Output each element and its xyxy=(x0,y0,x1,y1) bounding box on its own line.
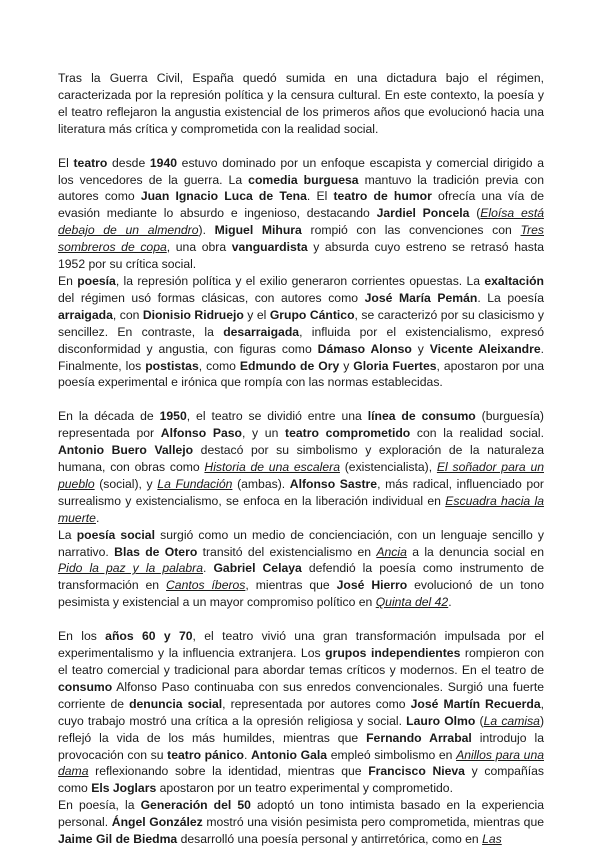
paragraph-poetry-1940 xyxy=(58,273,544,391)
bold-term: Vicente Aleixandre xyxy=(429,341,541,356)
paragraph-spacer xyxy=(58,391,544,408)
bold-term: Alfonso Sastre xyxy=(289,476,378,491)
text-run: y xyxy=(411,341,430,356)
paragraph-theatre-1950 xyxy=(58,408,544,526)
text-run: rompió con las convenciones con xyxy=(301,223,521,238)
work-title: Eloísa está debajo de un almendro xyxy=(58,206,544,238)
bold-term: 1940 xyxy=(149,155,178,170)
bold-term: Juan Ignacio Luca de Tena xyxy=(140,189,307,204)
text-run: , apostaron por una poesía experimental e irónica que rompía con las normas establecidas. xyxy=(58,358,544,390)
bold-term: años 60 y 70 xyxy=(105,629,193,644)
text-run: . xyxy=(203,561,214,576)
work-title: Escuadra hacia la muerte xyxy=(58,493,544,525)
text-run: reflexionando sobre la identidad, mientras que xyxy=(88,764,369,779)
text-run: , el teatro se dividió entre una xyxy=(186,409,368,424)
text-run: Alfonso Paso continuaba con sus enredos convencionales. Surgió una fuerte corriente de xyxy=(58,679,544,711)
bold-term: teatro xyxy=(73,155,108,170)
text-run: ( xyxy=(475,713,484,728)
bold-term: línea de consumo xyxy=(367,409,476,424)
bold-term: Generación del 50 xyxy=(140,798,251,813)
text-run: (existencialista), xyxy=(339,460,437,475)
work-title: Pido la paz y la palabra xyxy=(58,561,204,576)
work-title: El soñador para un pueblo xyxy=(58,460,544,491)
bold-term: Dámaso Alonso xyxy=(317,341,412,356)
work-title: Tres sombreros de copa xyxy=(58,223,544,255)
text-run: (ambas). xyxy=(232,476,290,491)
bold-term: desarraigada xyxy=(223,324,300,339)
text-run: En poesía, la xyxy=(58,798,141,813)
text-run: estuvo dominado por un enfoque escapista y comercial dirigido a los vencedores de la guerra. La xyxy=(58,155,544,187)
text-run: desarrolló una poesía personal y antirretórica, como en xyxy=(177,832,483,847)
bold-term: arraigada xyxy=(58,307,113,322)
work-title: La camisa xyxy=(483,713,540,728)
paragraph-spacer xyxy=(58,611,544,628)
bold-term: Jaime Gil de Biedma xyxy=(58,832,178,847)
bold-term: Jardiel Poncela xyxy=(376,206,470,221)
paragraph-postwar-intro xyxy=(58,70,544,138)
text-run: mostró una visión pesimista pero comprometida, mientras que xyxy=(202,815,544,830)
bold-term: exaltación xyxy=(484,273,544,288)
bold-term: Edmundo de Ory xyxy=(239,358,340,373)
bold-term: teatro pánico xyxy=(167,747,244,762)
text-run: . La poesía xyxy=(477,290,545,305)
work-title: Anillos para una dama xyxy=(58,747,544,779)
bold-term: Antonio Gala xyxy=(250,747,328,762)
text-run: transitó del existencialismo en xyxy=(197,544,377,559)
bold-term: poesía social xyxy=(76,527,155,542)
bold-term: Dionisio Ridruejo xyxy=(142,307,244,322)
text-run: . xyxy=(448,595,452,610)
bold-term: poesía xyxy=(77,273,116,288)
bold-term: Els Joglars xyxy=(91,781,157,796)
text-run: destacó por su simbolismo y exploración de la naturaleza humana, con obras como xyxy=(58,443,544,475)
text-run: En xyxy=(58,273,78,288)
bold-term: Ángel González xyxy=(111,815,203,830)
text-run: y el xyxy=(243,307,270,322)
text-run: con la realidad social. xyxy=(410,426,544,441)
bold-term: Grupo Cántico xyxy=(269,307,355,322)
text-run: adoptó un tono intimista basado en la experiencia personal. xyxy=(58,798,544,830)
bold-term: Lauro Olmo xyxy=(406,713,476,728)
text-run: del régimen usó formas clásicas, con autores como xyxy=(58,290,365,305)
work-title: Quinta del 42 xyxy=(375,595,449,610)
text-run: y compañías como xyxy=(58,764,545,796)
text-run: ofrecía una vía de evasión mediante lo absurdo e ingenioso, destacando xyxy=(58,189,544,221)
text-run: (burguesía) representada por xyxy=(58,409,544,441)
bold-term: Fernando Arrabal xyxy=(366,730,472,745)
text-run: , se caracterizó por su clasicismo y sencillez. En contraste, la xyxy=(58,307,544,339)
bold-term: Gabriel Celaya xyxy=(213,561,302,576)
text-run: , cuyo trabajo mostró una crítica a la opresión religiosa y social. xyxy=(58,696,544,728)
work-title: Historia de una escalera xyxy=(204,460,340,475)
bold-term: Miguel Mihura xyxy=(214,223,302,238)
work-title: La Fundación xyxy=(157,476,233,491)
text-run: , con xyxy=(112,307,143,322)
bold-term: consumo xyxy=(58,679,113,694)
work-title: Las xyxy=(482,832,502,847)
bold-term: Blas de Otero xyxy=(114,544,198,559)
bold-term: teatro de humor xyxy=(333,189,432,204)
text-run: , influida por el existencialismo, expresó disconformidad y angustia, con figuras como xyxy=(58,324,544,356)
text-run: , la represión política y el exilio generaron corrientes opuestas. La xyxy=(115,273,485,288)
bold-term: denuncia social xyxy=(129,696,223,711)
text-run: y absurda cuyo estreno se retrasó hasta 1952 por su crítica social. xyxy=(58,240,545,272)
bold-term: Antonio Buero Vallejo xyxy=(58,443,194,458)
text-run: apostaron por un teatro experimental y comprometido. xyxy=(156,781,453,796)
bold-term: Francisco Nieva xyxy=(368,764,465,779)
text-run: , mientras que xyxy=(245,578,337,593)
bold-term: vanguardista xyxy=(231,240,308,255)
bold-term: José Hierro xyxy=(336,578,408,593)
text-run: (social), y xyxy=(94,476,158,491)
text-run: ). xyxy=(198,223,215,238)
text-run: , como xyxy=(198,358,240,373)
text-run: En la década de xyxy=(58,409,160,424)
text-run: empleó simbolismo en xyxy=(327,747,457,762)
text-run: , y un xyxy=(241,426,286,441)
text-run: mantuvo la tradición previa con autores como xyxy=(58,172,544,204)
document-page xyxy=(58,70,544,848)
text-run: . xyxy=(243,747,251,762)
text-run: . El xyxy=(306,189,334,204)
text-run: . xyxy=(95,510,100,525)
text-run: . Finalmente, los xyxy=(58,341,545,373)
bold-term: José María Pemán xyxy=(364,290,478,305)
bold-term: Gloria Fuertes xyxy=(353,358,437,373)
text-run: , una obra xyxy=(166,240,232,255)
bold-term: José Martín Recuerda xyxy=(410,696,541,711)
paragraph-social-poetry xyxy=(58,527,544,612)
text-run: rompieron con el teatro comercial y tradicional para abordar temas críticos y modernos. En el teatro de xyxy=(58,646,544,677)
paragraph-theatre-1940 xyxy=(58,155,544,273)
text-run: y xyxy=(339,358,354,373)
text-run: desde xyxy=(107,155,150,170)
work-title: Ancia xyxy=(376,544,407,559)
text-run: ) reflejó la vida de los más humildes, mientras que xyxy=(58,713,544,745)
text-run: , representada por autores como xyxy=(222,696,411,711)
text-run: introdujo la provocación con su xyxy=(58,730,544,762)
paragraph-spacer xyxy=(58,138,544,155)
paragraph-poetry-generation-50 xyxy=(58,797,544,848)
text-run: Tras la Guerra Civil, España quedó sumida en una dictadura bajo el régimen, caracterizada por la represión política y la censura cultural. En este contexto, la poesía y el teatro reflejaron la angustia existencial de los primeros años que evolucionó hacia una literatura más crítica y comprometida con la realidad social. xyxy=(58,71,544,136)
bold-term: teatro comprometido xyxy=(285,426,411,441)
text-run: defendió la poesía como instrumento de transformación en xyxy=(58,561,544,593)
text-run: , más radical, influenciado por surrealismo y existencialismo, se enfoca en la liberación individual en xyxy=(58,476,544,508)
text-run: El xyxy=(58,155,74,170)
text-run: , el teatro vivió una gran transformación impulsada por el experimentalismo y la influencia extranjera. Los xyxy=(58,629,544,661)
bold-term: grupos independientes xyxy=(325,646,461,661)
text-run: a la denuncia social en xyxy=(406,544,544,559)
text-run: evolucionó de un tono pesimista y existencial a un mayor compromiso político en xyxy=(58,578,544,610)
text-run: La xyxy=(58,527,77,542)
bold-term: Alfonso Paso xyxy=(160,426,242,441)
text-run: En los xyxy=(58,629,106,644)
text-run: ( xyxy=(469,206,481,221)
paragraph-theatre-60-70 xyxy=(58,628,544,797)
bold-term: postistas xyxy=(145,358,199,373)
bold-term: 1950 xyxy=(159,409,187,424)
bold-term: comedia burguesa xyxy=(248,172,359,187)
work-title: Cantos íberos xyxy=(166,578,246,593)
text-run: surgió como un medio de concienciación, con un lenguaje sencillo y narrativo. xyxy=(58,527,544,559)
